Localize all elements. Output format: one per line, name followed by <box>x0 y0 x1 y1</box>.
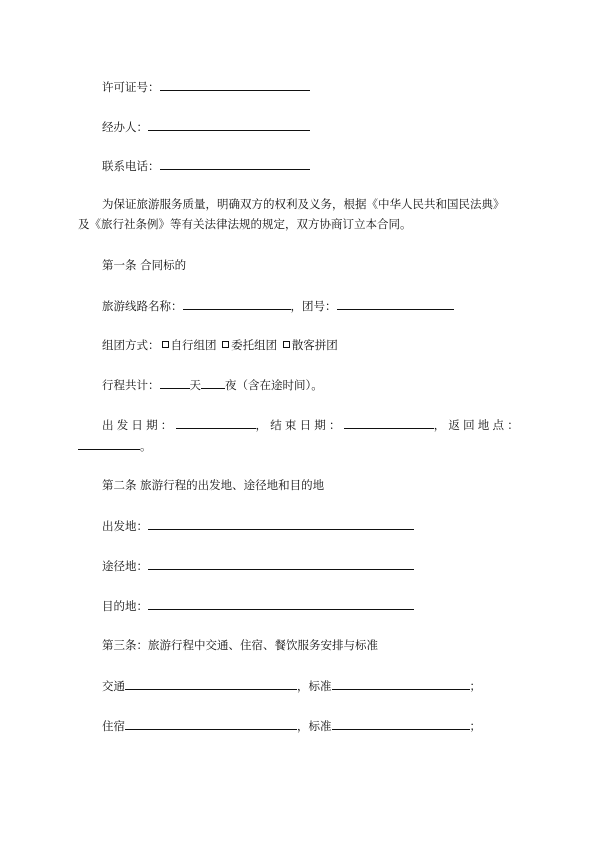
organization-label: 组团方式： <box>102 338 160 352</box>
lodging-semicolon: ； <box>469 719 481 733</box>
license-number-label: 许可证号： <box>102 80 160 94</box>
destination-label: 目的地： <box>102 599 148 613</box>
phone-row <box>102 157 310 174</box>
trip-duration-row <box>102 376 323 393</box>
trip-duration-label: 行程共计： <box>102 378 160 392</box>
end-date-blank[interactable] <box>344 416 434 429</box>
via-place-label: 途径地： <box>102 559 148 573</box>
day-unit: 天 <box>189 378 201 392</box>
group-number-blank[interactable] <box>337 297 454 310</box>
handler-row <box>102 118 310 135</box>
self-organized-option: 自行组团 <box>170 338 217 352</box>
return-place-blank[interactable] <box>78 437 140 450</box>
lodging-standard-blank[interactable] <box>332 717 470 730</box>
license-number-row <box>102 78 310 95</box>
organization-row <box>102 337 338 353</box>
lodging-standard-label: ，标准 <box>297 719 332 733</box>
handler-label: 经办人： <box>102 120 148 134</box>
group-number-label: ，团号： <box>290 299 337 313</box>
self-organized-checkbox[interactable] <box>162 341 169 348</box>
transport-blank[interactable] <box>125 677 297 690</box>
destination-blank[interactable] <box>148 597 414 610</box>
lodging-label: 住宿 <box>102 719 125 733</box>
nights-blank[interactable] <box>201 376 225 389</box>
phone-label: 联系电话： <box>102 159 160 173</box>
night-unit: 夜（含在途时间）。 <box>225 378 323 392</box>
route-row <box>102 297 454 314</box>
route-name-blank[interactable] <box>183 297 291 310</box>
individual-group-option: 散客拼团 <box>291 338 338 352</box>
individual-group-checkbox[interactable] <box>283 341 290 348</box>
date-row <box>102 416 522 433</box>
departure-place-label: 出发地： <box>102 519 148 533</box>
depart-date-label: 出发日期： <box>102 418 176 432</box>
transport-standard-blank[interactable] <box>332 677 470 690</box>
transport-standard-label: ，标准 <box>297 679 332 693</box>
article-3-title: 第三条：旅游行程中交通、住宿、餐饮服务安排与标准 <box>102 638 378 652</box>
intro-line-1: 为保证旅游服务质量，明确双方的权利及义务，根据《中华人民共和国民法典》 <box>102 197 505 211</box>
lodging-row <box>102 717 481 734</box>
handler-blank[interactable] <box>148 118 310 131</box>
days-blank[interactable] <box>160 376 190 389</box>
route-name-label: 旅游线路名称： <box>102 299 183 313</box>
article-1-title: 第一条 合同标的 <box>102 258 187 272</box>
return-place-end: 。 <box>140 439 152 453</box>
transport-label: 交通 <box>102 679 125 693</box>
destination-row <box>102 597 414 614</box>
return-place-row <box>78 437 152 454</box>
via-place-blank[interactable] <box>148 557 414 570</box>
end-date-label: ，结束日期： <box>255 418 344 432</box>
article-2-title: 第二条 旅游行程的出发地、途径地和目的地 <box>102 478 325 492</box>
transport-row <box>102 677 481 694</box>
phone-blank[interactable] <box>160 157 310 170</box>
depart-date-blank[interactable] <box>176 416 256 429</box>
entrusted-checkbox[interactable] <box>222 341 229 348</box>
transport-semicolon: ； <box>469 679 481 693</box>
return-place-label: ，返回地点： <box>433 418 522 432</box>
intro-line-2: 及《旅行社条例》等有关法律法规的规定，双方协商订立本合同。 <box>78 217 412 231</box>
lodging-blank[interactable] <box>125 717 297 730</box>
departure-place-row <box>102 517 414 534</box>
departure-place-blank[interactable] <box>148 517 414 530</box>
via-place-row <box>102 557 414 574</box>
entrusted-option: 委托组团 <box>231 338 278 352</box>
license-number-blank[interactable] <box>160 78 310 91</box>
